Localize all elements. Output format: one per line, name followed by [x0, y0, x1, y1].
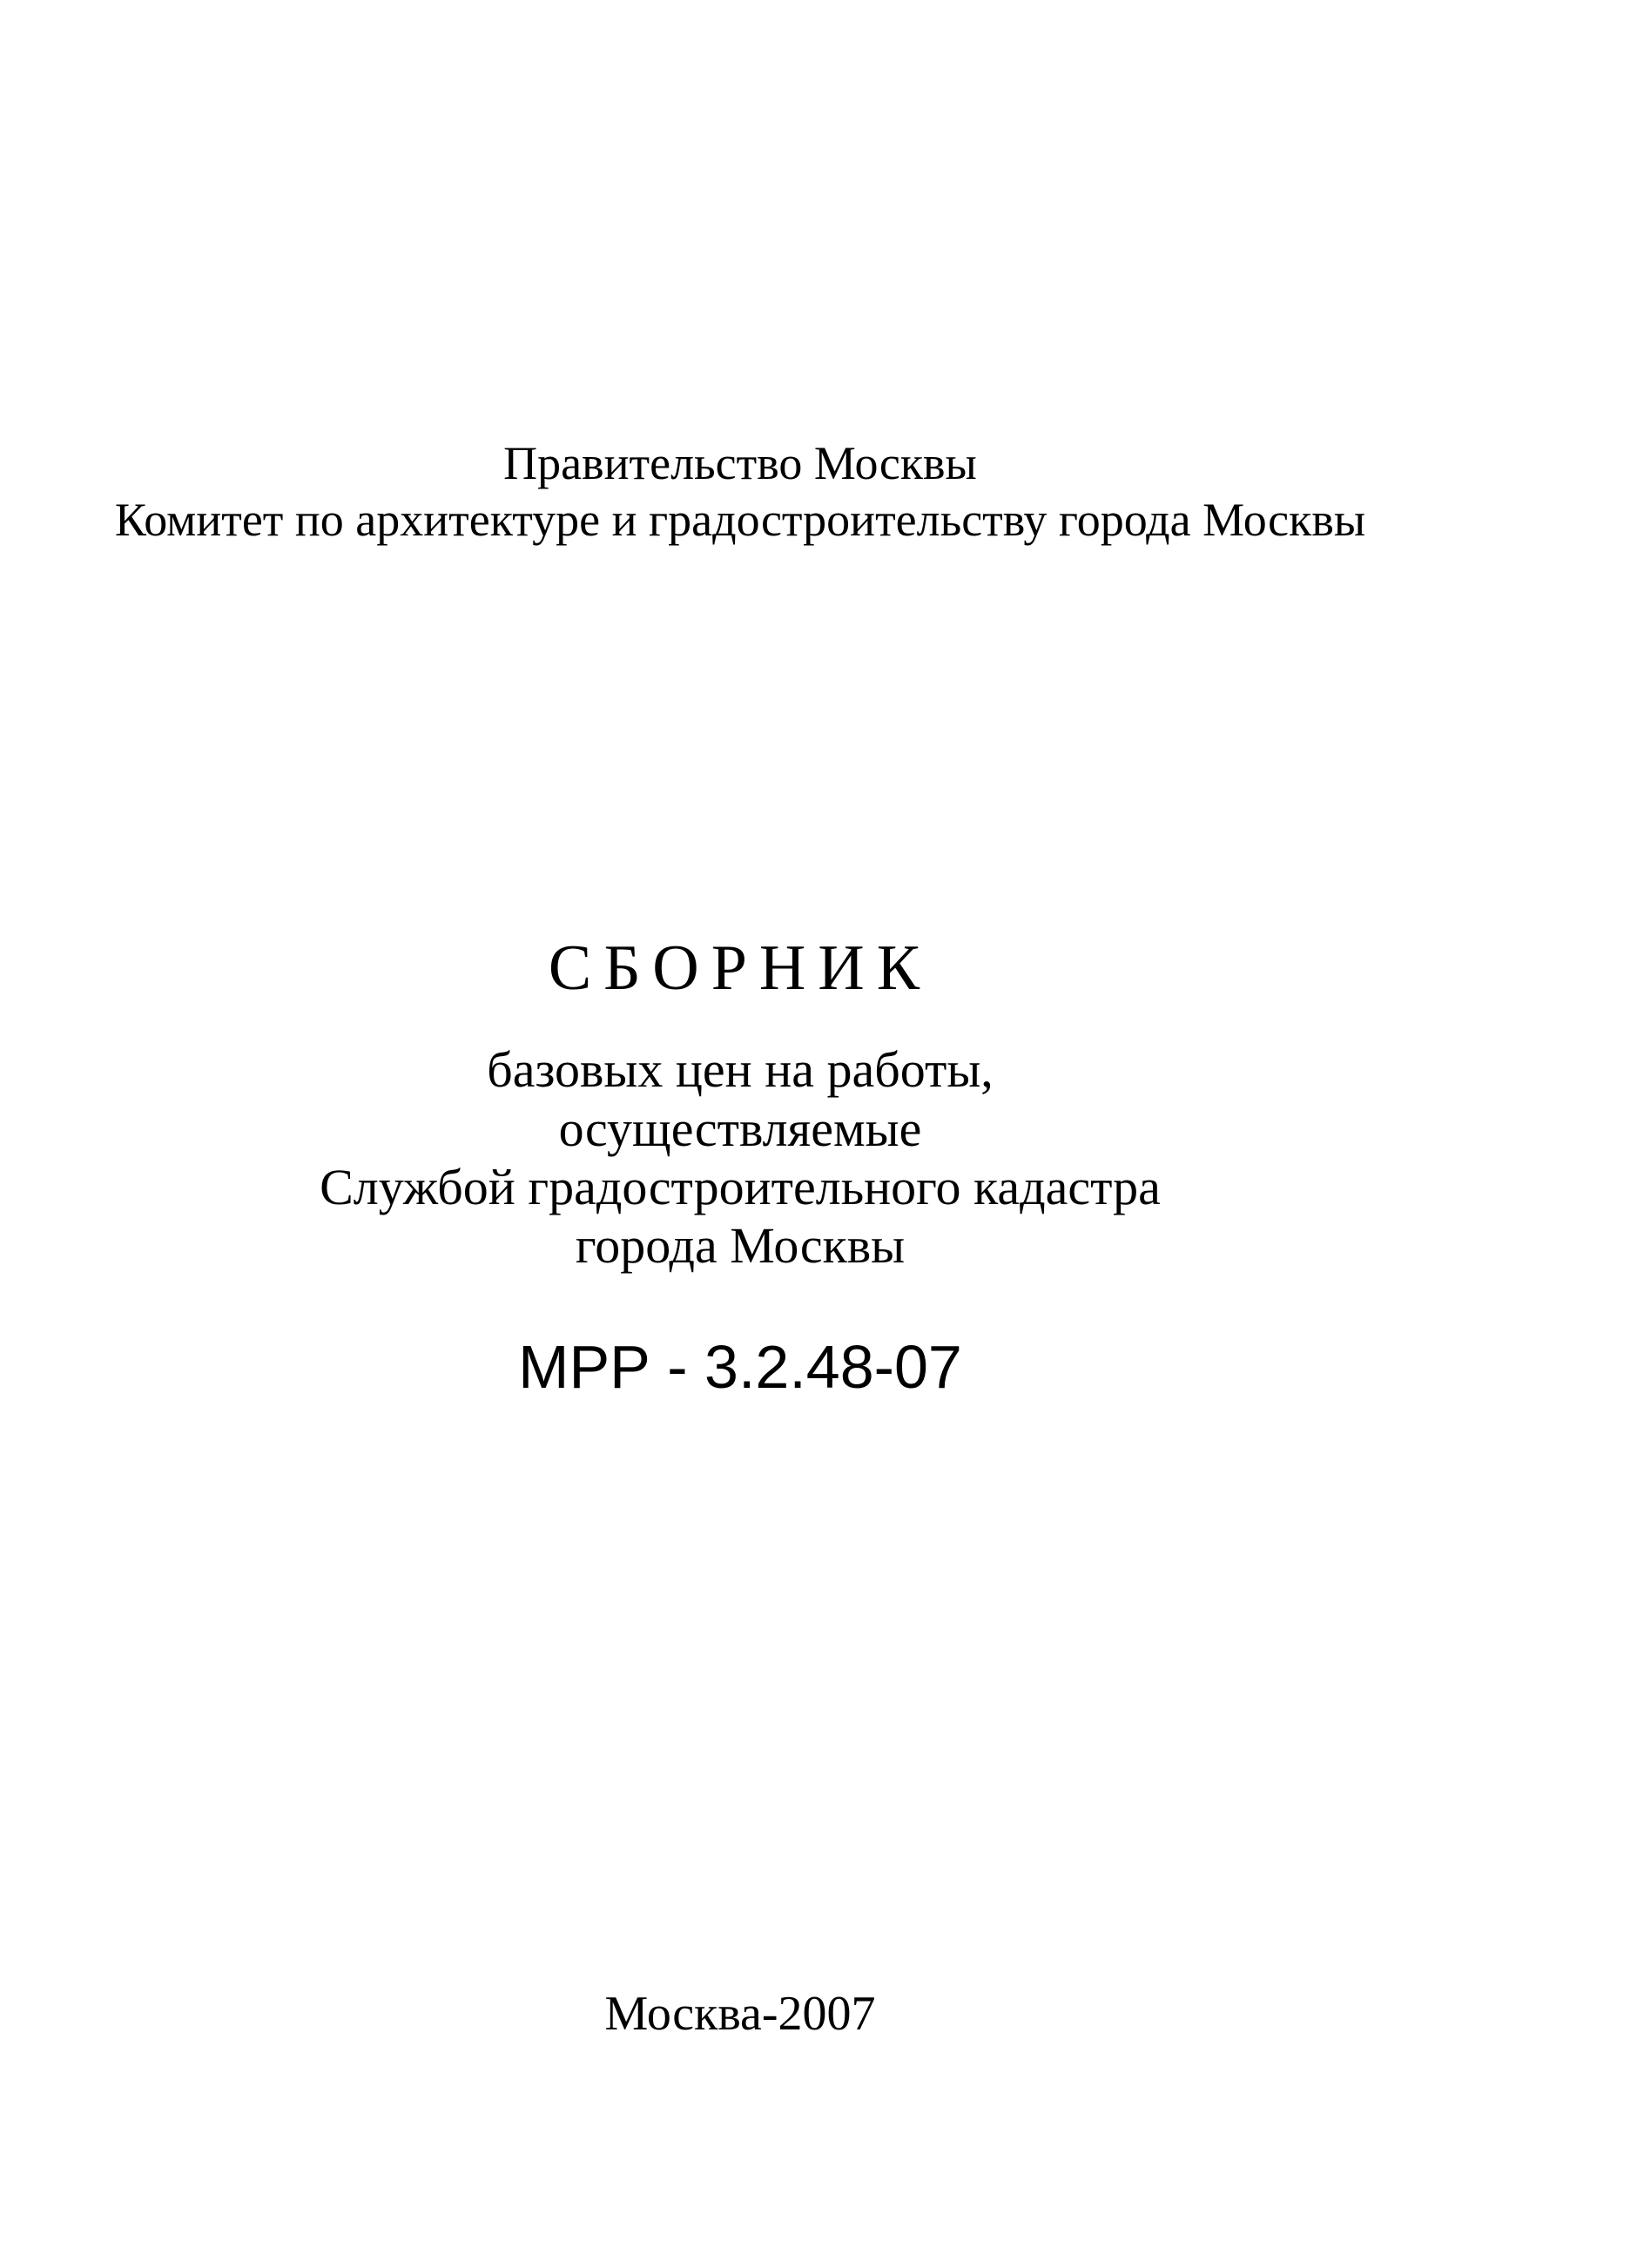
subtitle-line-2: осуществляемые	[558, 1100, 922, 1157]
committee-name: Комитет по архитектуре и градостроительству города Москвы	[114, 494, 1366, 546]
subtitle-line-3: Службой градостроительного кадастра	[320, 1159, 1161, 1215]
government-name: Правительство Москвы	[503, 437, 977, 489]
place-and-year: Москва-2007	[604, 1987, 876, 2041]
subtitle-line-4: города Москвы	[575, 1217, 906, 1274]
document-code: МРР - 3.2.48-07	[518, 1333, 962, 1401]
subtitle-line-1: базовых цен на работы,	[487, 1041, 994, 1098]
collection-title: СБОРНИК	[548, 932, 933, 1004]
